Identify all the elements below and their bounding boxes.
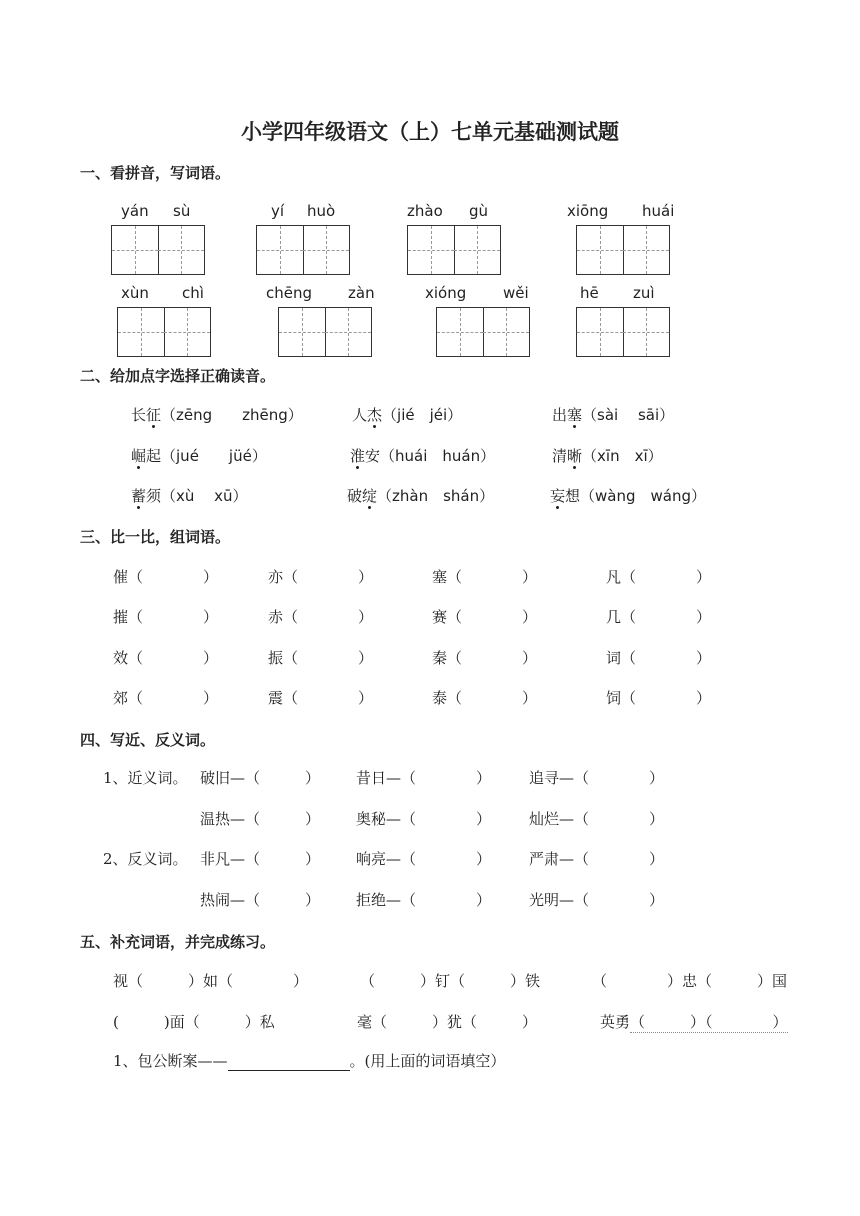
word-item[interactable]: 郊（ ） [113, 689, 219, 707]
writing-grid[interactable] [576, 225, 670, 275]
word-pair[interactable]: 温热—（ ） [200, 810, 321, 828]
word-pair[interactable]: 追寻—（ ） [529, 769, 665, 787]
pinyin: zàn [348, 284, 375, 302]
word-item[interactable]: 饲（ ） [606, 689, 712, 707]
word-item[interactable]: 赛（ ） [432, 608, 538, 626]
writing-grid[interactable] [117, 307, 211, 357]
word-item[interactable]: 震（ ） [268, 689, 374, 707]
word-item[interactable]: 几（ ） [606, 608, 712, 626]
word-item[interactable]: 摧（ ） [113, 608, 219, 626]
reading-item: 出塞（sài sāi） [552, 406, 675, 424]
pinyin: yán [121, 202, 149, 220]
section-1-heading: 一、看拼音，写词语。 [80, 164, 231, 182]
word-item[interactable]: 振（ ） [268, 649, 374, 667]
pinyin: chì [182, 284, 204, 302]
section-3-heading: 三、比一比，组词语。 [80, 528, 231, 546]
word-item[interactable]: 塞（ ） [432, 568, 538, 586]
word-pair[interactable]: 非凡—（ ） [200, 850, 321, 868]
word-item[interactable]: 赤（ ） [268, 608, 374, 626]
idiom-blank[interactable]: （ ）忠（ ）国 [592, 972, 788, 990]
pinyin: xióng [425, 284, 467, 302]
writing-grid[interactable] [278, 307, 372, 357]
idiom-blank[interactable]: 视（ ）如（ ） [113, 972, 309, 990]
word-pair[interactable]: 拒绝—（ ） [356, 891, 492, 909]
word-item[interactable]: 催（ ） [113, 568, 219, 586]
pinyin: xiōng [567, 202, 609, 220]
reading-item: 破绽（zhàn shán） [347, 487, 495, 505]
word-pair[interactable]: 热闹—（ ） [200, 891, 321, 909]
pinyin: chēng [266, 284, 313, 302]
reading-item: 蓄须（xù xū） [131, 487, 248, 505]
pinyin: gù [469, 202, 489, 220]
word-pair[interactable]: 响亮—（ ） [356, 850, 492, 868]
word-item[interactable]: 亦（ ） [268, 568, 374, 586]
section-2-heading: 二、给加点字选择正确读音。 [80, 367, 276, 385]
pinyin: zuì [633, 284, 655, 302]
reading-item: 人杰（jié jéi） [352, 406, 463, 424]
word-item[interactable]: 凡（ ） [606, 568, 712, 586]
synonym-label: 1、近义词。 [103, 769, 188, 787]
word-item[interactable]: 秦（ ） [432, 649, 538, 667]
idiom-blank[interactable]: ( )面（ ）私 [113, 1013, 275, 1031]
pinyin: sù [173, 202, 191, 220]
reading-item: 妄想（wàng wáng） [550, 487, 706, 505]
page-title: 小学四年级语文（上）七单元基础测试题 [241, 119, 619, 144]
writing-grid[interactable] [436, 307, 530, 357]
reading-item: 淮安（huái huán） [350, 447, 496, 465]
idiom-blank[interactable]: 英勇（ ）（ ） [600, 1013, 788, 1031]
pinyin: huái [642, 202, 675, 220]
word-pair[interactable]: 昔日—（ ） [356, 769, 492, 787]
idiom-blank[interactable]: 毫（ ）犹（ ） [357, 1013, 538, 1031]
writing-grid[interactable] [407, 225, 501, 275]
word-pair[interactable]: 灿烂—（ ） [529, 810, 665, 828]
answer-line[interactable] [228, 1052, 350, 1071]
antonym-label: 2、反义词。 [103, 850, 188, 868]
word-item[interactable]: 效（ ） [113, 649, 219, 667]
writing-grid[interactable] [256, 225, 350, 275]
pinyin: xùn [121, 284, 149, 302]
word-item[interactable]: 泰（ ） [432, 689, 538, 707]
pinyin: zhào [407, 202, 443, 220]
word-pair[interactable]: 奥秘—（ ） [356, 810, 492, 828]
section-5-heading: 五、补充词语，并完成练习。 [80, 933, 276, 951]
word-pair[interactable]: 破旧—（ ） [200, 769, 321, 787]
writing-grid[interactable] [111, 225, 205, 275]
pinyin: huò [307, 202, 336, 220]
pinyin: yí [271, 202, 285, 220]
reading-item: 长征（zēng zhēng） [131, 406, 303, 424]
word-pair[interactable]: 光明—（ ） [529, 891, 665, 909]
idiom-blank[interactable]: （ ）钉（ ）铁 [360, 972, 541, 990]
word-item[interactable]: 词（ ） [606, 649, 712, 667]
reading-item: 清晰（xīn xī） [552, 447, 663, 465]
section-4-heading: 四、写近、反义词。 [80, 731, 216, 749]
reading-item: 崛起（jué jüé） [131, 447, 267, 465]
writing-grid[interactable] [576, 307, 670, 357]
fill-question-1: 1、包公断案—— 。(用上面的词语填空） [113, 1052, 506, 1070]
word-pair[interactable]: 严肃—（ ） [529, 850, 665, 868]
pinyin: hē [580, 284, 599, 302]
pinyin: wěi [503, 284, 529, 302]
